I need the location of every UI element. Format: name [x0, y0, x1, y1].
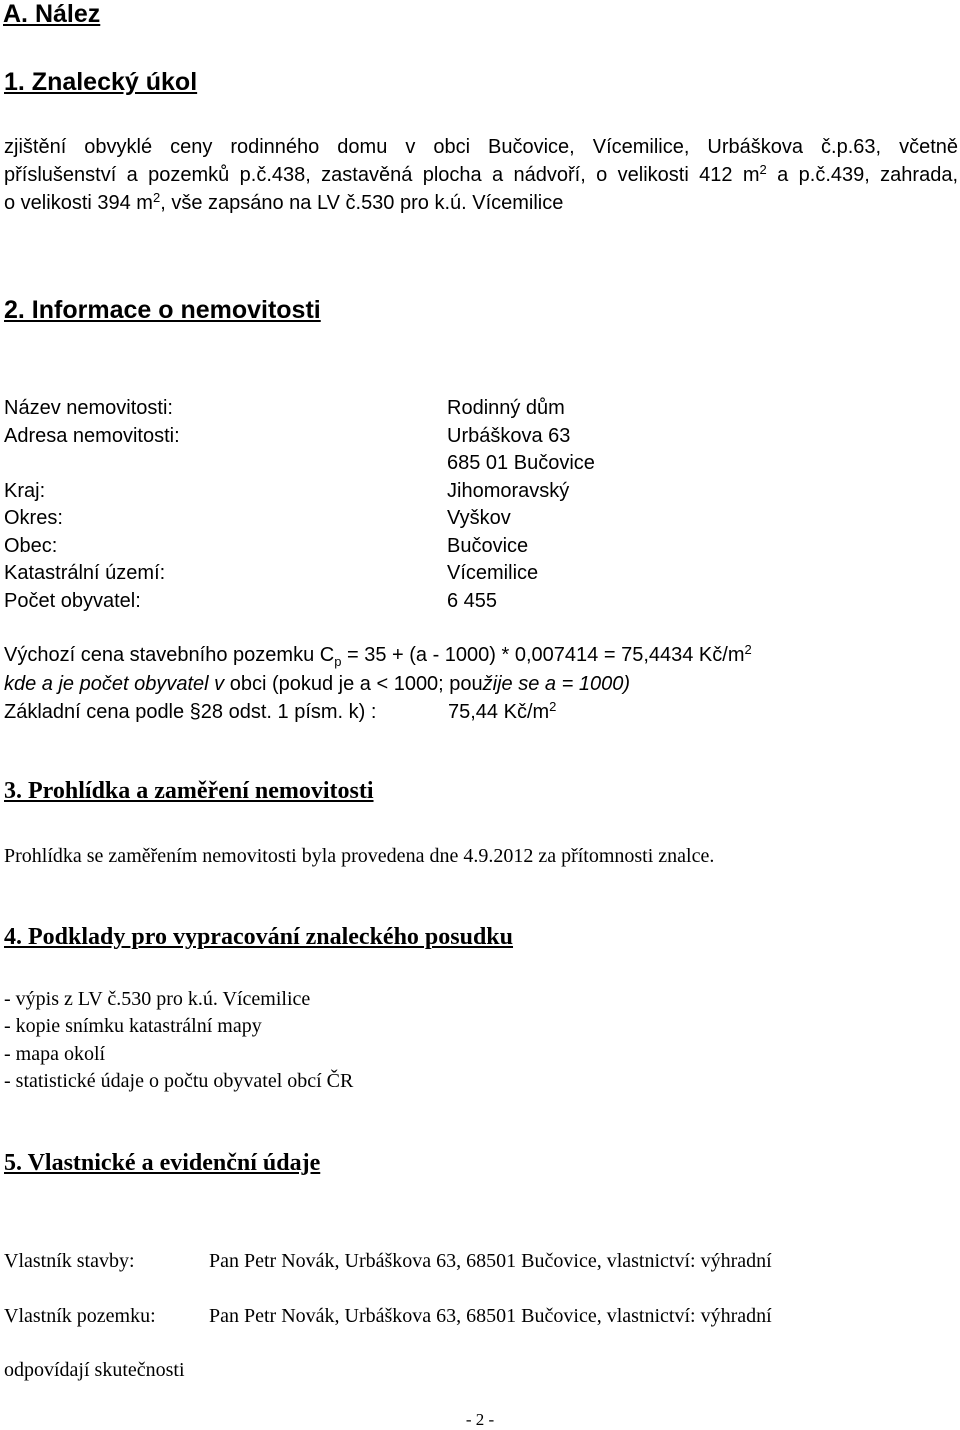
list-item: - výpis z LV č.530 pro k.ú. Vícemilice: [4, 988, 311, 1010]
task-line-2-part: a p.č.439, zahrada,: [766, 164, 959, 186]
info-value: Bučovice: [447, 535, 529, 557]
base-price-amount: 75,44 Kč/m: [448, 701, 550, 723]
section-1-text: [4, 133, 958, 217]
task-line-1: zjištění obvyklé ceny rodinného domu v obci Bučovice, Vícemilice, Urbáškova č.p.63, včetně: [4, 136, 958, 158]
section-5-title: 5. Vlastnické a evidenční údaje: [4, 1150, 321, 1176]
note-italic: žije se a = 1000): [482, 673, 630, 695]
superscript: 2: [759, 162, 767, 177]
formula-part: = 35 + (a - 1000) * 0,007414 = 75,4434 Kč/m: [341, 644, 745, 666]
subscript: p: [334, 654, 342, 669]
section-2-title: 2. Informace o nemovitosti: [4, 296, 321, 324]
info-value: 685 01 Bučovice: [447, 452, 595, 474]
owner-building-label: Vlastník stavby:: [4, 1250, 135, 1272]
info-label: Kraj:: [4, 480, 46, 502]
page-heading: A. Nález: [3, 0, 101, 28]
formula-part: Výchozí cena stavebního pozemku C: [4, 644, 335, 666]
list-item: - statistické údaje o počtu obyvatel obcí ČR: [4, 1070, 354, 1092]
info-label: Okres:: [4, 507, 63, 529]
info-value: Jihomoravský: [447, 480, 570, 502]
info-value: 6 455: [447, 590, 498, 612]
formula-note: [4, 672, 630, 696]
list-item: - kopie snímku katastrální mapy: [4, 1015, 262, 1037]
task-line-3-part: o velikosti 394 m: [4, 192, 153, 214]
task-line-2: [4, 161, 958, 189]
superscript: 2: [152, 190, 161, 205]
info-value: Vyškov: [447, 507, 511, 529]
section-3-title: 3. Prohlídka a zaměření nemovitosti: [4, 778, 374, 804]
inspection-text: Prohlídka se zaměřením nemovitosti byla provedena dne 4.9.2012 za přítomnosti znalce.: [4, 845, 715, 867]
owner-building-value: Pan Petr Novák, Urbáškova 63, 68501 Bučovice, vlastnictví: výhradní: [209, 1250, 772, 1272]
section-4-title: 4. Podklady pro vypracování znaleckého posudku: [4, 924, 514, 950]
info-label: Adresa nemovitosti:: [4, 425, 180, 447]
info-label: Obec:: [4, 535, 58, 557]
superscript: 2: [549, 699, 557, 714]
base-price-label: Základní cena podle §28 odst. 1 písm. k) :: [4, 701, 377, 723]
info-value: Urbáškova 63: [447, 425, 571, 447]
owner-land-value: Pan Petr Novák, Urbáškova 63, 68501 Bučovice, vlastnictví: výhradní: [209, 1305, 772, 1327]
list-item: - mapa okolí: [4, 1043, 106, 1065]
info-label: Katastrální území:: [4, 562, 166, 584]
base-price-value: [448, 700, 556, 724]
closing-text: odpovídají skutečnosti: [4, 1359, 185, 1381]
owner-land-label: Vlastník pozemku:: [4, 1305, 156, 1327]
superscript: 2: [744, 642, 752, 657]
info-value: Rodinný dům: [447, 397, 565, 419]
info-value: Vícemilice: [447, 562, 539, 584]
note-italic: kde a je počet obyvatel v: [4, 673, 225, 695]
section-1-title: 1. Znalecký úkol: [4, 68, 198, 96]
info-label: Počet obyvatel:: [4, 590, 141, 612]
note-normal: obci (pokud je a < 1000; pou: [224, 673, 483, 695]
task-line-2-part: příslušenství a pozemků p.č.438, zastavěná plocha a nádvoří, o velikosti 412 m: [4, 164, 760, 186]
task-line-3: [4, 189, 958, 217]
task-line-3-part: , vše zapsáno na LV č.530 pro k.ú. Vícemilice: [160, 192, 564, 214]
info-label: Název nemovitosti:: [4, 397, 173, 419]
page-number: - 2 -: [465, 1410, 495, 1429]
price-formula: [4, 643, 752, 674]
